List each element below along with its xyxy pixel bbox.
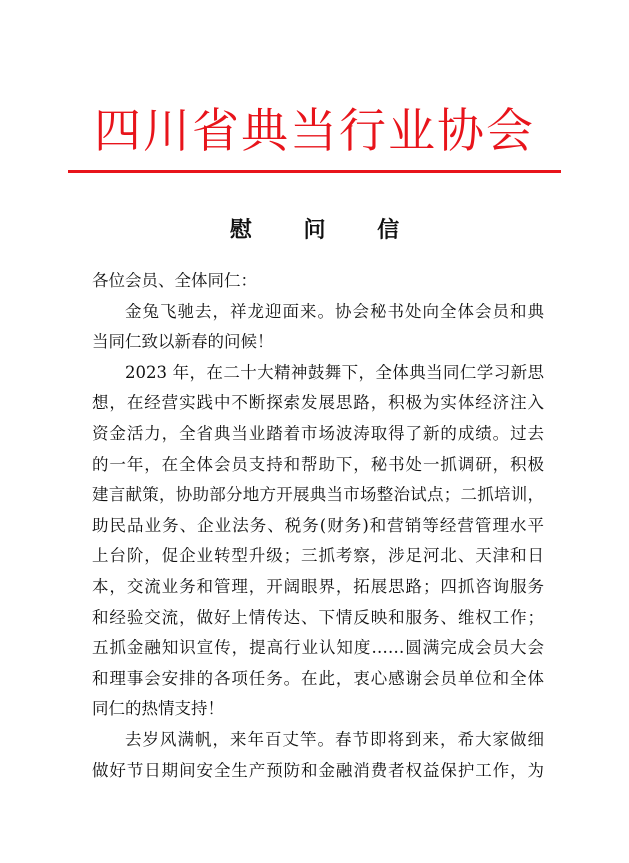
salutation: 各位会员、全体同仁：: [92, 271, 257, 290]
paragraph-3-line-2: 做好节日期间安全生产预防和金融消费者权益保护工作，为: [92, 760, 544, 780]
letter-title: 慰 问 信: [229, 218, 422, 243]
letterhead-divider: [68, 170, 561, 173]
letter-body: [92, 266, 544, 786]
paragraph-2-line-5: 建言献策，协助部分地方开展典当市场整治试点；二抓培训，: [92, 485, 544, 505]
organization-letterhead: 四川省典当行业协会: [94, 104, 535, 159]
paragraph-2-line-6: 助民品业务、企业法务、税务(财务)和营销等经营管理水平: [92, 515, 544, 535]
paragraph-1-line-1: 金兔飞驰去，祥龙迎面来。协会秘书处向全体会员和典: [125, 301, 544, 321]
paragraph-3-line-1: 去岁风满帆，来年百丈竿。春节即将到来，希大家做细: [125, 729, 544, 749]
paragraph-2-line-12: 同仁的热情支持！: [92, 699, 224, 719]
paragraph-2-line-3: 资金活力，全省典当业踏着市场波涛取得了新的成绩。过去: [92, 423, 544, 443]
paragraph-2-line-11: 和理事会安排的各项任务。在此，衷心感谢会员单位和全体: [92, 668, 544, 688]
paragraph-2-line-9: 和经验交流，做好上情传达、下情反映和服务、维权工作；: [92, 607, 544, 627]
paragraph-2-line-7: 上台阶，促企业转型升级；三抓考察，涉足河北、天津和日: [92, 546, 544, 566]
paragraph-2-line-10: 五抓金融知识宣传，提高行业认知度……圆满完成会员大会: [92, 638, 544, 658]
paragraph-2-line-1: 2023 年，在二十大精神鼓舞下，全体典当同仁学习新思: [125, 362, 544, 382]
paragraph-2-line-4: 的一年，在全体会员支持和帮助下，秘书处一抓调研，积极: [92, 454, 544, 474]
paragraph-1-line-2: 当同仁致以新春的问候！: [92, 332, 274, 352]
paragraph-2-line-2: 想，在经营实践中不断探索发展思路，积极为实体经济注入: [92, 393, 544, 413]
paragraph-2-line-8: 本，交流业务和管理，开阔眼界，拓展思路；四抓咨询服务: [92, 576, 544, 596]
